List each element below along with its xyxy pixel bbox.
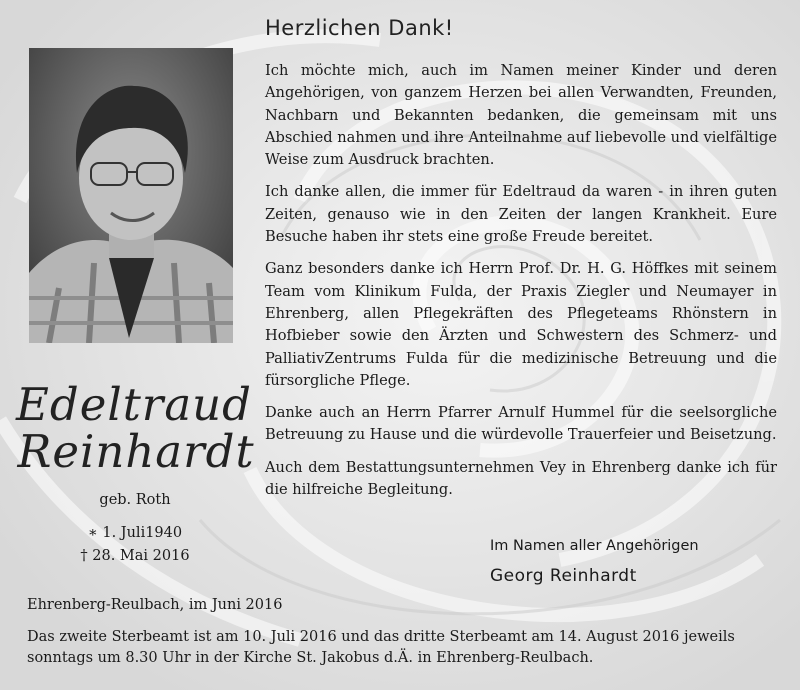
paragraph-5: Auch dem Bestattungsunternehmen Vey in Ehrenberg danke ich für die hilfreiche Begleitung. <box>265 458 777 499</box>
footer-line-1: Das zweite Sterbeamt ist am 10. Juli 2016 und das dritte Sterbeamt am 14. August 2016 jeweils <box>27 629 735 645</box>
birth-date: ∗ 1. Juli1940 <box>87 525 183 541</box>
first-name: Edeltraud <box>16 378 252 431</box>
last-name: Reinhardt <box>17 425 255 478</box>
paragraph-1: Ich möchte mich, auch im Namen meiner Kinder und deren Angehörigen, von ganzem Herzen bei allen Verwandten, Freunden, Nachbarn und Bekannten bedanken, die gemeinsam mit uns Abschied nahmen und ihre Anteilnahme auf liebevolle und vielfältige Weise zum Ausdruck brachten. <box>265 62 777 169</box>
paragraph-3: Ganz besonders danke ich Herrn Prof. Dr. H. G. Höffkes mit seinem Team vom Klinikum Fulda, der Praxis Ziegler und Neumayer in Ehrenberg, allen Pflegekräften des Pflegeteams Rhönstern in Hofbieber sowie den Ärzten und Schwestern des Schmerz- und PalliativZentrums Fulda für die medizinische Betreuung und die fürsorgliche Pflege. <box>265 260 777 389</box>
heading: Herzlichen Dank! <box>265 16 454 40</box>
portrait-photo <box>29 48 233 343</box>
death-date: † 28. Mai 2016 <box>80 548 190 564</box>
thank-you-text <box>265 60 777 511</box>
portrait-illustration <box>29 48 233 343</box>
signature: Georg Reinhardt <box>490 566 637 586</box>
footer-line-2: sonntags um 8.30 Uhr in der Kirche St. Jakobus d.Ä. in Ehrenberg-Reulbach. <box>27 650 594 666</box>
maiden-name: geb. Roth <box>99 492 171 508</box>
closing-line: Im Namen aller Angehörigen <box>490 538 699 554</box>
footer-notice <box>27 627 777 669</box>
paragraph-4: Danke auch an Herrn Pfarrer Arnulf Hummel für die seelsorgliche Betreuung zu Hause und die würdevolle Trauerfeier und Beisetzung. <box>265 404 777 444</box>
place-date: Ehrenberg-Reulbach, im Juni 2016 <box>27 597 283 613</box>
paragraph-2: Ich danke allen, die immer für Edeltraud da waren - in ihren guten Zeiten, genauso wie in den Zeiten der langen Krankheit. Eure Besuche haben ihr stets eine große Freude bereitet. <box>265 183 777 246</box>
